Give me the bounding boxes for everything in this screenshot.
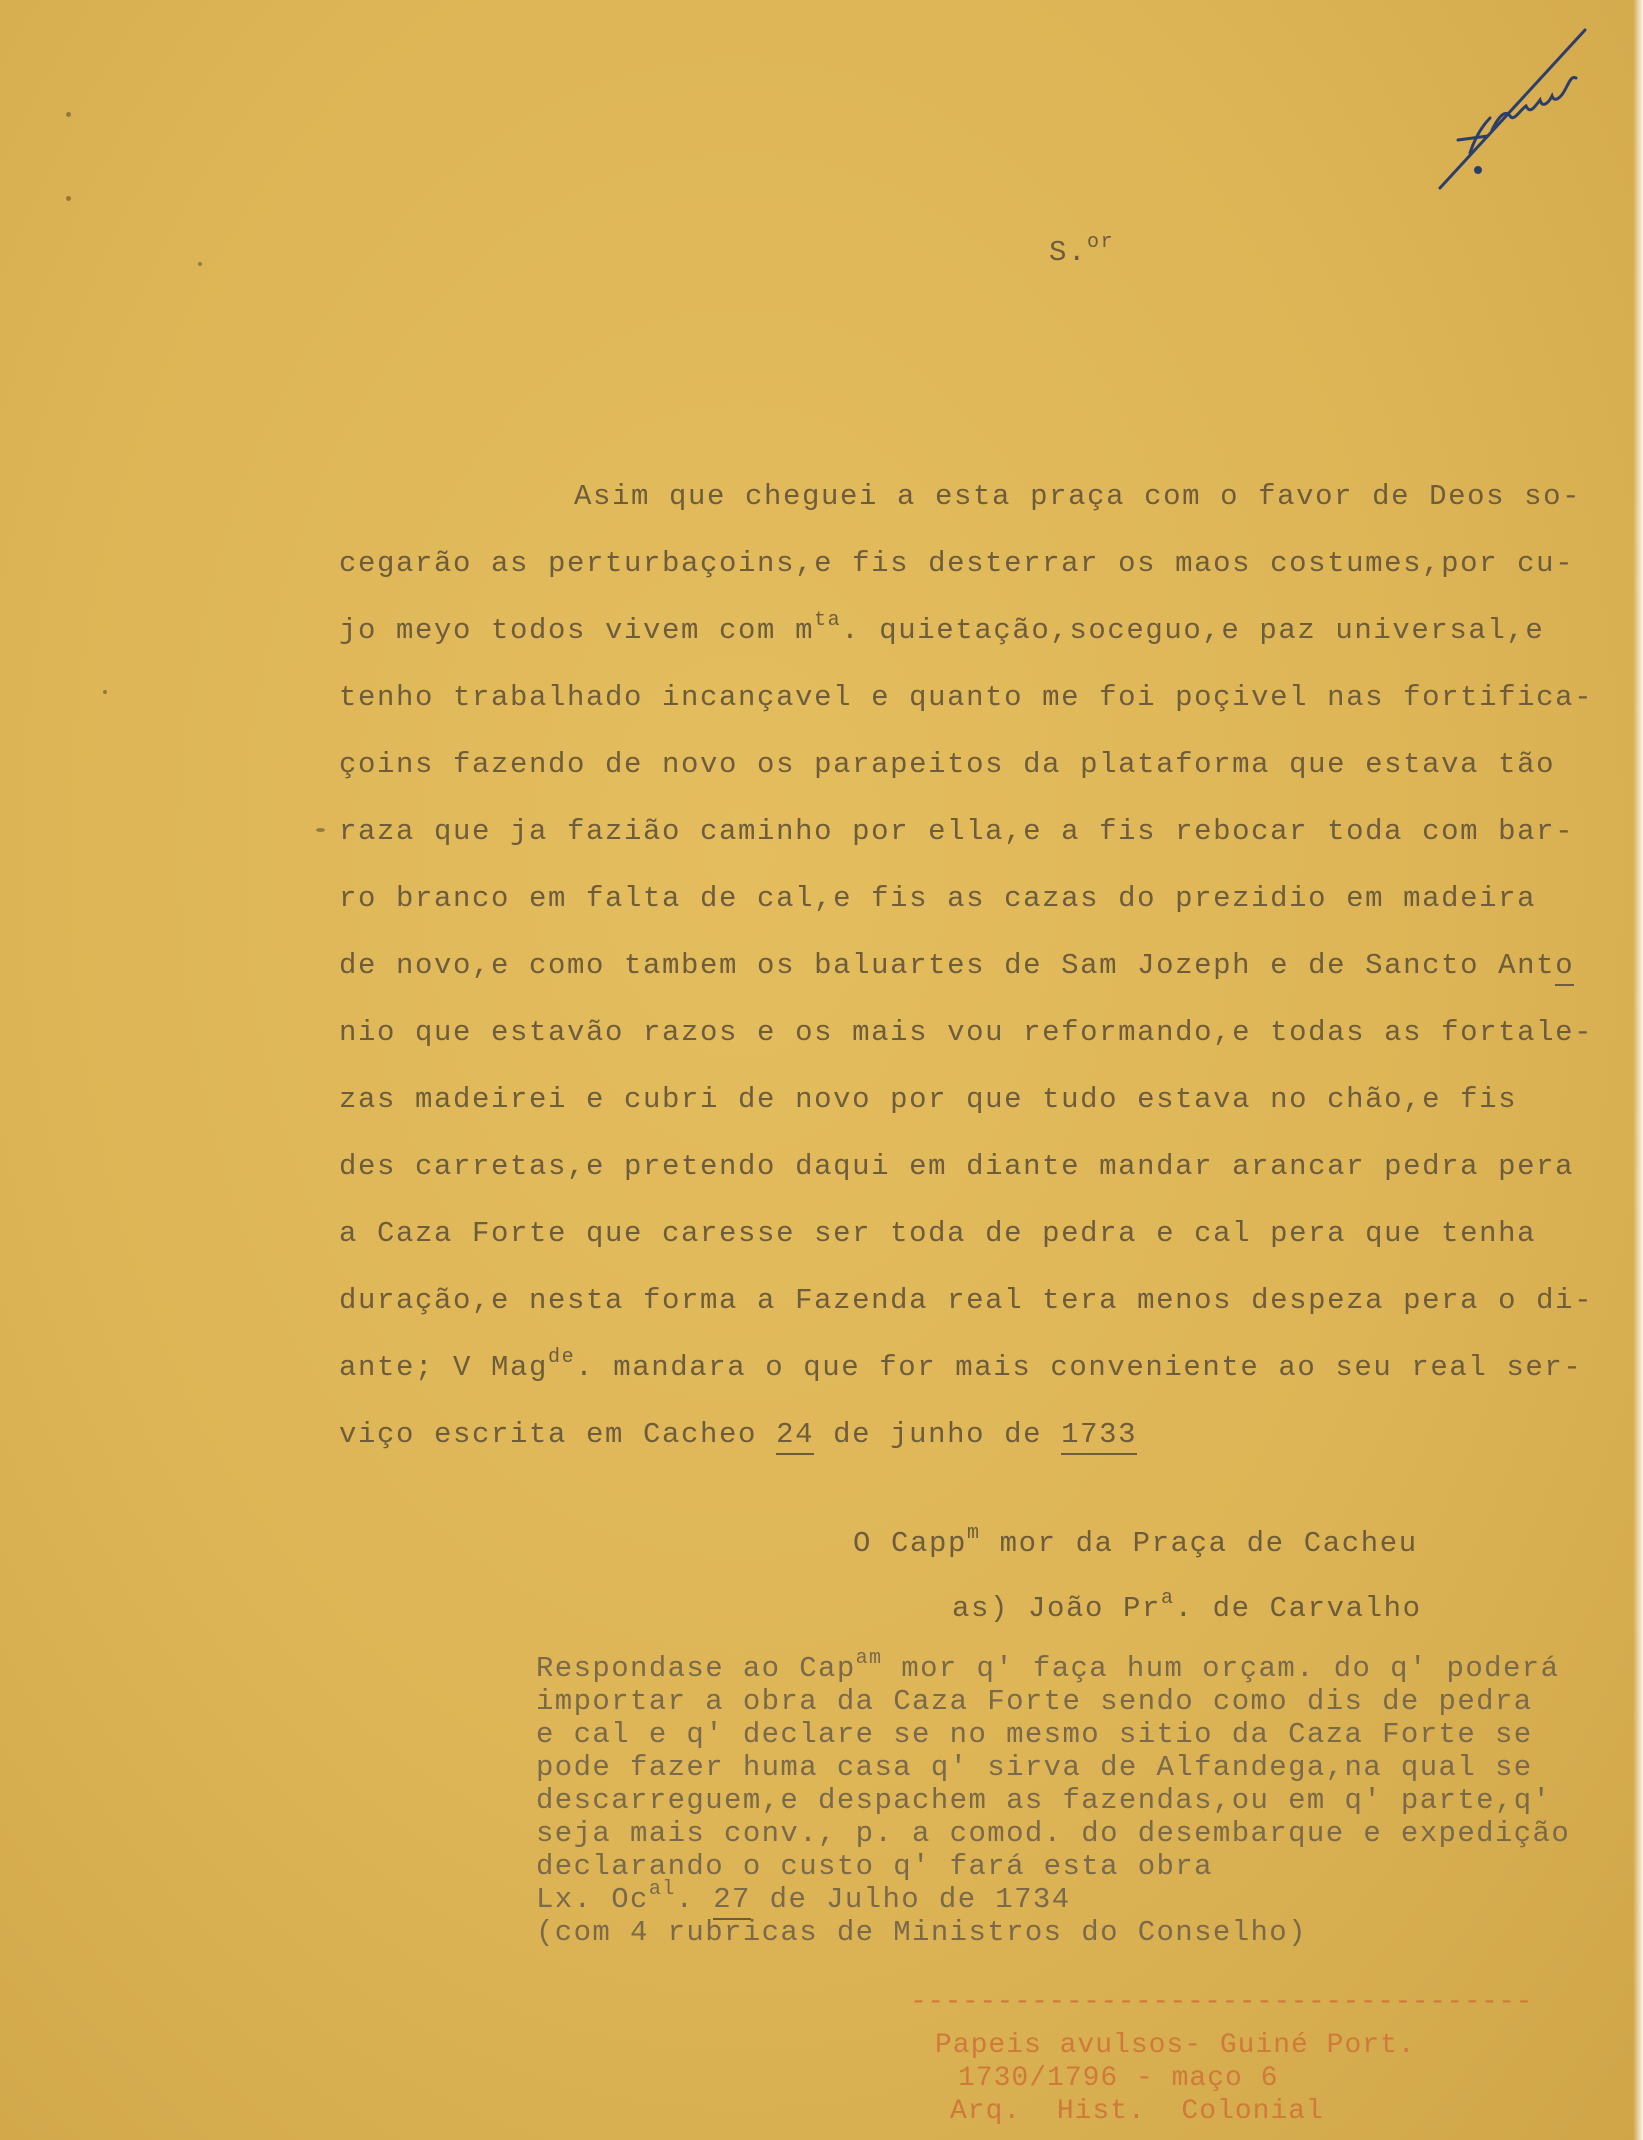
body-line-9: nio que estavão razos e os mais vou reformando,e todas as fortale-	[339, 1016, 1594, 1049]
response-line-8	[536, 1878, 1071, 1919]
body-line-15-part: viço escrita em Cacheo	[339, 1418, 777, 1451]
archive-line-1: Papeis avulsos- Guiné Port.	[935, 2030, 1416, 2061]
response-line-8-part: de Julho de 1734	[750, 1883, 1071, 1916]
body-line-15-part: de junho de	[814, 1418, 1062, 1451]
archive-rule: ------------------------------------	[910, 1987, 1533, 2018]
body-line-12: a Caza Forte que caresse ser toda de pedra e cal pera que tenha	[339, 1217, 1537, 1250]
body-line-3-part: jo meyo todos vivem com m	[339, 614, 815, 647]
signature-name-part: as) João Pr	[952, 1592, 1162, 1625]
body-line-14-superscript: de	[548, 1346, 576, 1369]
handwritten-signature-mark	[1430, 18, 1600, 198]
response-date-day-underlined: 27	[713, 1883, 751, 1920]
response-line-6: seja mais conv., p. a comod. do desembarque e expedição	[536, 1817, 1571, 1850]
signature-title-superscript: m	[967, 1522, 981, 1545]
response-line-1-part: mor q' faça hum orçam. do q' poderá	[882, 1652, 1560, 1685]
response-line-8-part: .	[675, 1883, 714, 1916]
paper-speck	[103, 690, 107, 694]
response-line-8-part: Lx. Oc	[536, 1883, 649, 1916]
date-year-underlined: 1733	[1061, 1418, 1137, 1455]
response-line-3: e cal e q' declare se no mesmo sitio da Caza Forte se	[536, 1718, 1533, 1751]
body-line-13: duração,e nesta forma a Fazenda real tera menos despeza pera o di-	[339, 1284, 1594, 1317]
body-line-4: tenho trabalhado incançavel e quanto me foi poçivel nas fortifica-	[339, 681, 1594, 714]
signature-title-part: O Capp	[853, 1527, 968, 1560]
body-line-14	[339, 1346, 1583, 1388]
salutation	[1049, 231, 1115, 273]
paper-speck	[66, 196, 71, 201]
response-line-1-superscript: am	[855, 1647, 883, 1670]
body-line-10: zas madeirei e cubri de novo por que tudo estava no chão,e fis	[339, 1083, 1518, 1116]
body-line-8-underlined: o	[1555, 949, 1574, 986]
response-line-4: pode fazer huma casa q' sirva de Alfandega,na qual se	[536, 1751, 1533, 1784]
signature-name-part: . de Carvalho	[1174, 1592, 1422, 1625]
paper-speck	[316, 828, 325, 832]
body-line-2: cegarão as perturbaçoins,e fis desterrar os maos costumes,por cu-	[339, 547, 1575, 580]
paper-speck	[198, 262, 202, 266]
archive-line-2: 1730/1796 - maço 6	[958, 2063, 1279, 2094]
body-line-5: çoins fazendo de novo os parapeitos da plataforma que estava tão	[339, 748, 1556, 781]
response-line-1-part: Respondase ao Cap	[536, 1652, 856, 1685]
body-line-14-part: . mandara o que for mais conveniente ao seu real ser-	[575, 1351, 1583, 1384]
archive-line-3: Arq. Hist. Colonial	[950, 2096, 1324, 2127]
signature-name-superscript: a	[1161, 1587, 1175, 1610]
page-edge	[1633, 0, 1643, 2140]
response-line-2: importar a obra da Caza Forte sendo como dis de pedra	[536, 1685, 1533, 1718]
body-line-15	[339, 1418, 1137, 1452]
body-line-11: des carretas,e pretendo daqui em diante mandar arancar pedra pera	[339, 1150, 1575, 1183]
paper-speck	[66, 112, 71, 117]
signature-title	[853, 1522, 1418, 1564]
salutation-superscript: or	[1087, 231, 1115, 254]
body-line-6: raza que ja fazião caminho por ella,e a fis rebocar toda com bar-	[339, 815, 1575, 848]
body-line-1: Asim que cheguei a esta praça com o favor de Deos so-	[574, 480, 1582, 513]
response-line-5: descarreguem,e despachem as fazendas,ou em q' parte,q'	[536, 1784, 1552, 1817]
response-line-8-superscript: al	[648, 1878, 676, 1901]
response-line-1	[536, 1647, 1560, 1688]
body-line-3-part: . quietação,soceguo,e paz universal,e	[841, 614, 1545, 647]
salutation-text: S.	[1049, 236, 1088, 269]
body-line-8-part: de novo,e como tambem os baluartes de Sam Jozeph e de Sancto Ant	[339, 949, 1556, 982]
signature-name	[952, 1587, 1422, 1629]
body-line-8	[339, 949, 1574, 983]
body-line-3-superscript: ta	[814, 609, 842, 632]
body-line-7: ro branco em falta de cal,e fis as cazas do prezidio em madeira	[339, 882, 1537, 915]
body-line-3	[339, 609, 1545, 651]
response-line-9: (com 4 rubricas de Ministros do Conselho)	[536, 1916, 1307, 1949]
response-line-7: declarando o custo q' fará esta obra	[536, 1850, 1213, 1883]
signature-title-part: mor da Praça de Cacheu	[980, 1527, 1418, 1560]
body-line-14-part: ante; V Mag	[339, 1351, 549, 1384]
date-day-underlined: 24	[776, 1418, 814, 1455]
